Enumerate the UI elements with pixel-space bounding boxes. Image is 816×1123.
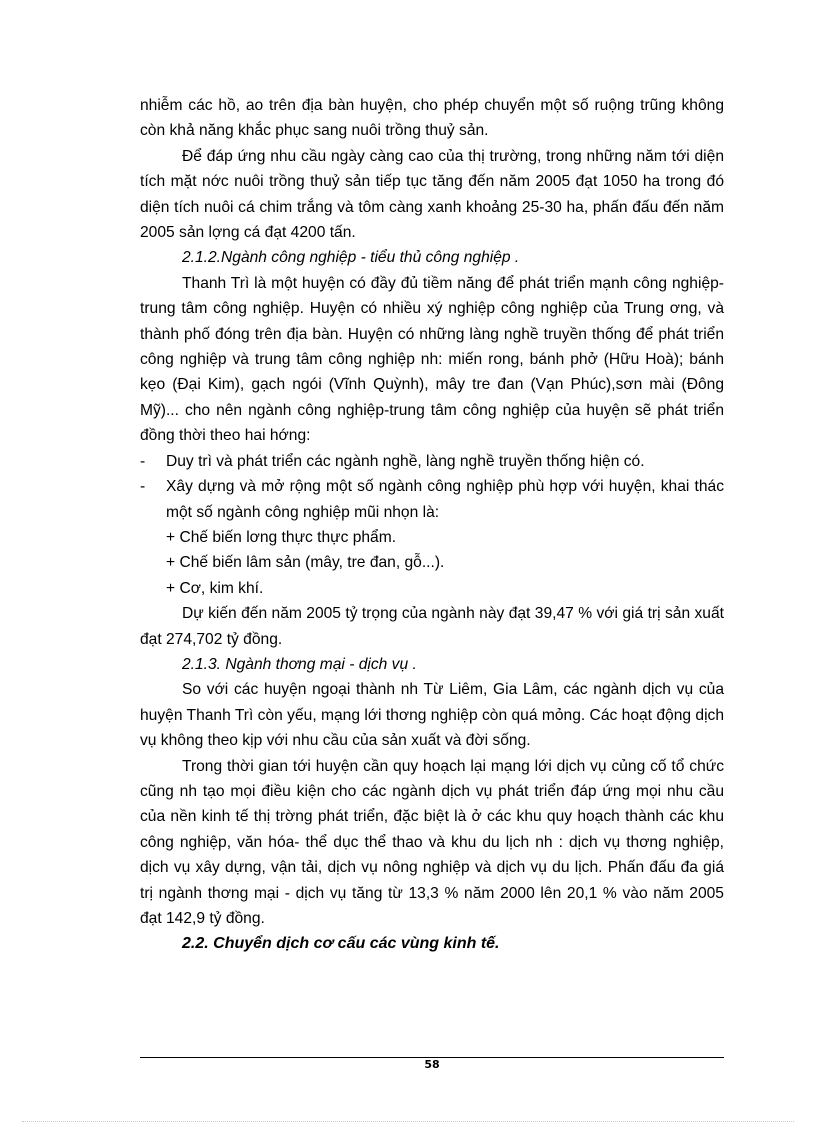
sub-item-forestry: + Chế biến lâm sản (mây, tre đan, gỗ...). bbox=[166, 554, 445, 572]
page-number: 58 bbox=[424, 1058, 440, 1071]
section-heading-industry: 2.1.2.Ngành công nghiệp - tiểu thủ công nghiệp . bbox=[182, 249, 520, 267]
bullet-dash: - bbox=[140, 452, 146, 470]
bullet-item-traditional bbox=[140, 449, 724, 474]
bullet-dash: - bbox=[140, 478, 146, 496]
section-heading-trade: 2.1.3. Ngành thơng mại - dịch vụ . bbox=[182, 655, 417, 673]
sub-item-food: + Chế biến lơng thực thực phẩm. bbox=[166, 528, 397, 546]
page-body bbox=[140, 93, 724, 957]
paragraph-industry-forecast: Dự kiến đến năm 2005 tỷ trọng của ngành này đạt 39,47 % với giá trị sản xuất đạt 274,702 tỷ đồng. bbox=[140, 605, 724, 648]
bullet-item-expand bbox=[140, 474, 724, 525]
bullet-text: Duy trì và phát triển các ngành nghề, làng nghề truyền thống hiện có. bbox=[166, 452, 645, 470]
paragraph-industry: Thanh Trì là một huyện có đầy đủ tiềm năng để phát triển mạnh công nghiệp- trung tâm công nghiệp. Huyện có nhiều xý nghiệp công nghiệp của Trung ơng, và thành phố đóng trên địa bàn. Huyện có những làng nghề truyền thống để phát triển công nghiệp và trung tâm công nghiệp nh: miến rong, bánh phở (Hữu Hoà); bánh kẹo (Đại Kim), gạch ngói (Vĩnh Quỳnh), mây tre đan (Vạn Phúc),sơn mài (Đông Mỹ)... cho nên ngành công nghiệp-trung tâm công nghiệp của huyện sẽ phát triển đồng thời theo hai hớng: bbox=[140, 274, 724, 445]
paragraph-trade-status: So với các huyện ngoại thành nh Từ Liêm, Gia Lâm, các ngành dịch vụ của huyện Thanh Trì còn yếu, mạng lới thơng nghiệp còn quá mỏng. Các hoạt động dịch vụ không theo kịp với nhu cầu của sản xuất và đời sống. bbox=[140, 681, 724, 750]
paragraph-aquaculture: Để đáp ứng nhu cầu ngày càng cao của thị trường, trong những năm tới diện tích mặt nớc nuôi trồng thuỷ sản tiếp tục tăng đến năm 2005 đạt 1050 ha trong đó diện tích nuôi cá chim trắng và tôm càng xanh khoảng 25-30 ha, phấn đấu đến năm 2005 sản lợng cá đạt 4200 tấn. bbox=[140, 147, 724, 242]
section-heading-regions: 2.2. Chuyển dịch cơ cấu các vùng kinh tế. bbox=[182, 935, 500, 953]
sub-item-mechanical: + Cơ, kim khí. bbox=[166, 579, 264, 597]
document-page bbox=[140, 0, 724, 1123]
page-edge-divider bbox=[22, 1121, 794, 1122]
bullet-text: Xây dựng và mở rộng một số ngành công nghiệp phù hợp với huyện, khai thác một số ngành công nghiệp mũi nhọn là: bbox=[166, 478, 724, 521]
paragraph-continuation: nhiễm các hồ, ao trên địa bàn huyện, cho phép chuyển một số ruộng trũng không còn khả năng khắc phục sang nuôi trồng thuỷ sản. bbox=[140, 97, 724, 140]
paragraph-trade-plan: Trong thời gian tới huyện cần quy hoạch lại mạng lới dịch vụ củng cố tổ chức cũng nh tạo mọi điều kiện cho các ngành dịch vụ phát triển đáp ứng mọi nhu cầu của nền kinh tế thị trờng phát triển, đặc biệt là ở các khu quy hoạch thành các khu công nghiệp, văn hóa- thể dục thể thao và khu du lịch nh : dịch vụ thơng nghiệp, dịch vụ xây dựng, vận tải, dịch vụ nông nghiệp và dịch vụ du lịch. Phấn đấu đa giá trị ngành thơng mại - dịch vụ tăng từ 13,3 % năm 2000 lên 20,1 % vào năm 2005 đạt 142,9 tỷ đồng. bbox=[140, 757, 724, 927]
